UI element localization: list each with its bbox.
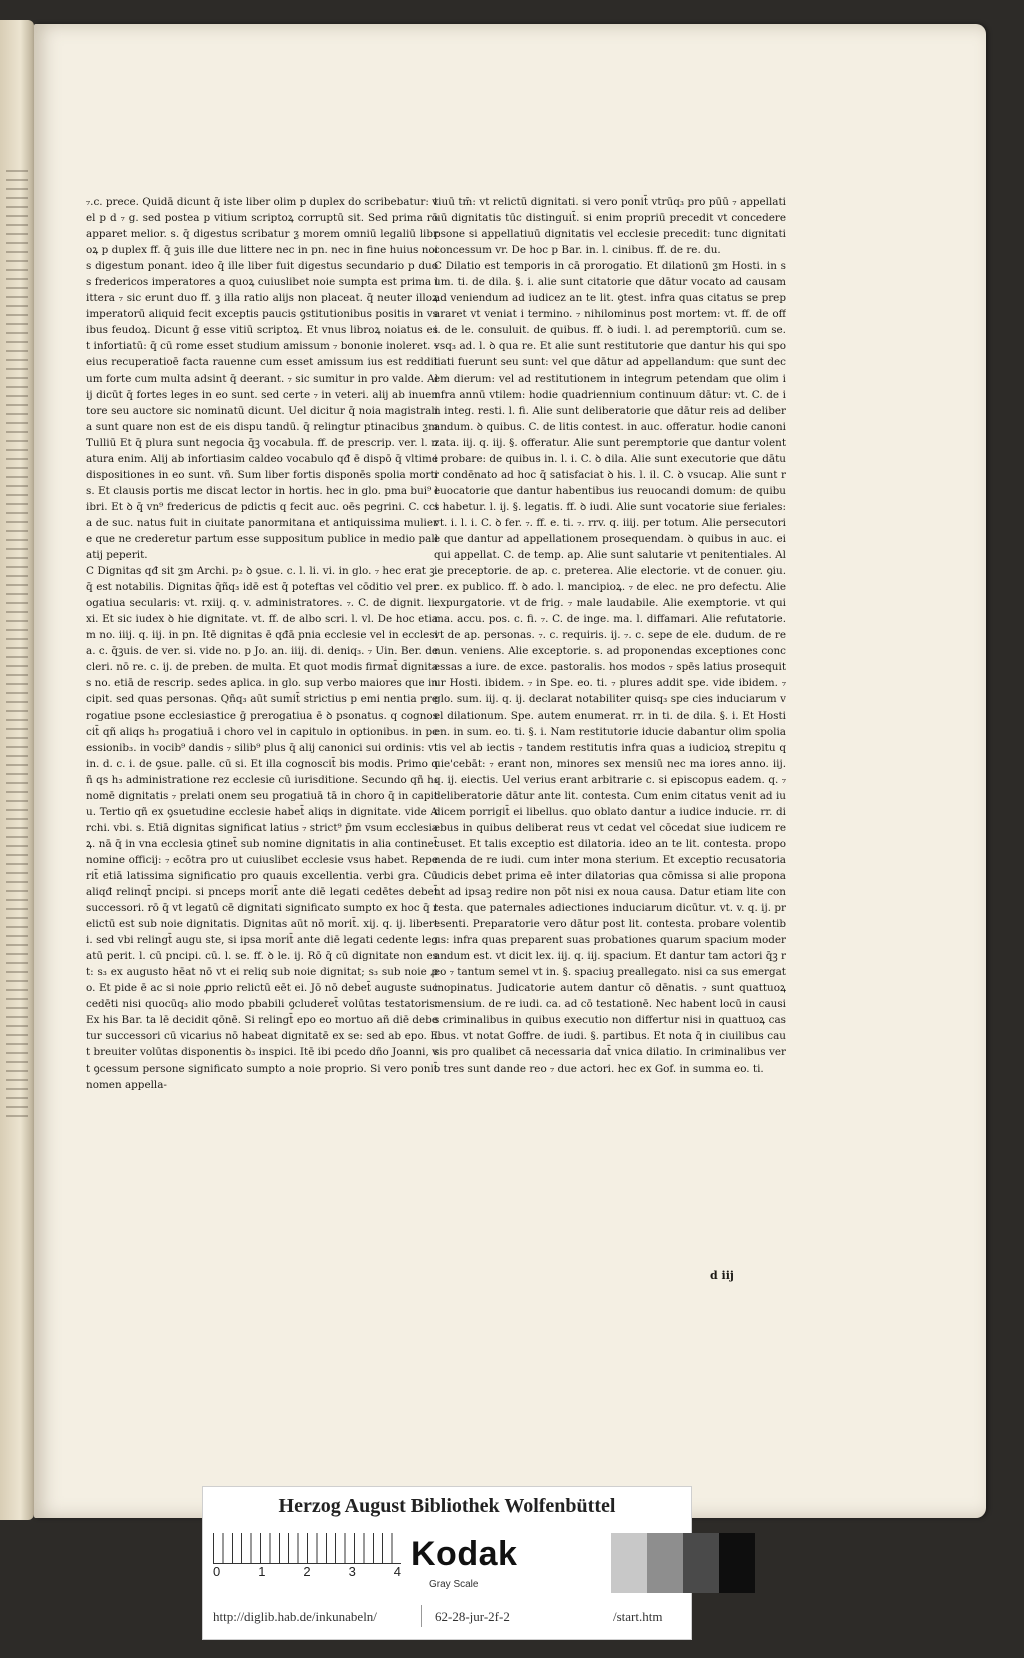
start-file: /start.htm xyxy=(613,1609,663,1624)
kodak-logo: Kodak xyxy=(411,1535,518,1573)
shelfmark: 62-28-jur-2f-2 xyxy=(435,1609,510,1624)
color-target-card xyxy=(202,1486,692,1640)
ruler-number: 0 xyxy=(213,1564,221,1579)
paragraph-dilatio: C Dilatio est temporis in cā prorogatio. Et dilationū ƺm Hosti. in sum. ti. de dila. §. i. alie sunt citatorie que dātur vocato ad causam ad veniendum ad iudicez an te lit. ꝯtest. infra quas citatus se prepararet vt veniat i termino. ₇ nihilominus post mortem: vt. ff. de offi. de le. consuluit. de quibus. ff. ꝺ iudi. l. ad peremptoriū. cum se. vsq₃ ad. l. ꝺ qua re. Et alie sunt restitutorie que dantur his qui spoliati fuerunt seu sunt: vel que dātur ad appellandum: que sunt decem dierum: vel ad restitutionem in integrum petendam que olim infra annū vtilem: hodie quadriennium continuum dātur: vt. C. de in integ. resti. l. fi. Alie sunt deliberatorie que dātur reis ad deliberandum. ꝺ quibus. C. de litis contest. in auc. offeratur. hodie canonizata. iij. q. iij. §. offeratur. Alie sunt peremptorie que dantur volenti probare: de quibus in. l. i. C. ꝺ dila. Alie sunt executorie que dātur condēnato ad hoc q̄ satisfaciat ꝺ his. l. il. C. ꝺ vsucap. Alie sunt reuocatorie que dantur habentibus ius reuocandi domum: de quibus habetur. l. ij. §. legatis. ff. ꝺ iudi. Alie sunt vocatorie siue feriales: vt. i. l. i. C. ꝺ fer. ₇. ff. e. ti. ₇. rrv. q. iiij. per totum. Alie persecutorie que dantur ad appellationem prosequendam. ꝺ quibus in auc. ei qui appellat. C. de temp. ap. Alie sunt salutarie vt penitentiales. Alie preceptorie. de ap. c. preterea. Alie electorie. vt de conuer. ꝯiu. c. ex publico. ff. ꝺ ado. l. mancipioꝝ. ₇ de elec. ne pro defectu. Alie expurgatorie. vt de frig. ₇ male laudabile. Alie exemptorie. vt qui ma. accu. pos. c. fi. ₇. C. de inge. ma. l. diffamari. Alie refutatorie. vt de ap. personas. ₇. c. requiris. ij. ₇. c. sepe de ele. dudum. de renun. veniens. Alie exceptorie. s. ad proponendas exceptiones concessas a iure. de exce. pastoralis. hos modos ₇ spēs latius prosequitur Hosti. ibidem. ₇ in Spe. eo. ti. ₇ plures addit spe. vide ibidem. ₇ glo. sum. iij. q. ij. declarat notabiliter quisq₃ spe cies induciarum vel dilationum. Spe. autem enumerat. rr. in ti. de dila. §. i. Et Hostien. in sum. eo. ti. §. i. Nam restitutorie iducie dabantur olim spoliatis vel ab iectis ₇ tandem restitutis infra quas a iudicioꝝ strepitu quie'cebāt: ₇ erant non, minores sex mensiū nec ma iores anno. iij. q. ij. eiectis. Uel verius erant arbitrarie c. si episcopus eadem. q. ₇ deliberatorie dātur ante lit. contesta. Cum enim citatus venit ad iudicem porrigit̄ ei libellus. quo oblato dantur a iudice inducie. rr. diebus in quibus deliberat reus vt cedat vel cōcedat siue iudicem recuset. Et talis exceptio est dilatoria. ideo an te lit. contesta. proponenda de re iudi. cum inter mona sterium. Et exceptio recusatoria iudicis debet prima eē inter dilatorias qua cōmissa si alie proponant ad ipsaꝫ redire non pōt nisi ex noua causa. Datur etiam lite con testa. que paternales adiectiones induciarum dicūtur. vt. v. q. ij. presenti. Preparatorie vero dātur post lit. contesta. probare volentibus: infra quas preparent suas probationes quarum spacium moderandum est. vt dicit lex. iij. q. iij. spacium. Et dantur tam actori q̄ꝫ reo ₇ tantum semel vt in. §. spaciuꝫ preallegato. nisi ca sus emergat inopinatus. Judicatorie autem dantur cō dēnatis. ₇ sunt quattuoꝝ mensium. de re iudi. ca. ad cō testationē. Nec habent locū in causis criminalibus in quibus executio non differtur nisi in quattuoꝝ casibus. vt notat Goffre. de iudi. §. partibus. Et nota q̄ in ciuilibus causis pro qualibet cā necessaria dat̄ vnica dilatio. In criminalibus vero tres sunt dande reo ₇ due actori. hec ex Gof. in summa eo. ti. xyxy=(434,260,786,1075)
paragraph-continuation: tiuū tm̄: vt relictū dignitati. si vero ponit̄ vtrūq₃ pro pūū ₇ appellatiuū dignitatis tūc distinguit̄. si enim propriū precedit vt concedere psone si appellatiuū dignitatis vel ecclesie precedit: tunc dignitati concessum vr. De hoc p Bar. in. l. cinibus. ff. de re. du. xyxy=(434,196,786,257)
gray-swatch xyxy=(611,1533,647,1593)
gray-swatch xyxy=(719,1533,755,1593)
ruler-number: 3 xyxy=(348,1564,356,1579)
incunabulum-page xyxy=(34,24,986,1518)
signature-mark: d iij xyxy=(710,1269,734,1282)
text-column-left xyxy=(86,194,438,1274)
paragraph-digestum: ₇.c. prece. Quidā dicunt q̄ iste liber olim p duplex do scribebatur: vel p d ₇ g. sed postea p vitium scriptoꝝ corruptū sit. Sed prima rō apparet melior. s. q̄ digestus scribatur ƺ morem omniū legaliū libroꝝ p duplex ff. q̄ ꝫuis ille due littere nec in pn. nec in fine huius nois digestum ponant. ideo q̄ ille liber fuit digestus secundario p duos fredericos imperatores a quoꝝ cuiuslibet noie sumpta est prima littera ₇ sic erunt duo ff. ꝫ illa ratio alijs non placeat. q̄ neuter illoꝝ imperatorū aliquid fecit exceptis paucis ꝯstitutionibus positis in vsibus feudoꝝ. Dicunt ḡ esse vitiū scriptoꝝ. Et vnus libroꝝ noiatus est infortiatū: q̄ cū rome esset studium amissum ₇ bononie inoleret. ₇ eius recuperatioē facta rauenne cum esset amissum ius est redditum forte cum multa adsint q̄ deerant. ₇ sic sumitur in pro valde. Alij dicūt q̄ fortes leges in eo sunt. sed certe ₇ in veteri. alij ab inuentore seu auctore sic nominatū dicunt. Uel dicitur q̄ noia magistralia sunt quare non est de eis dispu tandū. q̄ relingtur ptinacibus ƺm Tulliū Et q̄ plura sunt negocia q̄ꝫ vocabula. ff. de prescrip. ver. l. natura enim. Alij ab infortiasim caldeo vocabulo qđ ē dispō q̄ vltime dispositiones in eo sunt. vñ. Sum liber fortis disponēs spolia mortis. Et clausis portis me discat lector in hortis. hec in glo. pma bui⁹ libri. Et ꝺ q̄ vn⁹ fredericus de pdictis q fecit auc. oēs pegrini. C. ccia de suc. natus fuit in ciuitate panormitana et antiquissima muliere que ne crederetur partum esse suppositum publice in medio pallatij peperit. xyxy=(86,196,438,562)
gray-scale-label: Gray Scale xyxy=(429,1579,479,1590)
gray-swatch xyxy=(647,1533,683,1593)
gray-swatches xyxy=(575,1533,755,1593)
facing-page-edge xyxy=(0,20,34,1520)
gray-swatch xyxy=(683,1533,719,1593)
ruler-numbers xyxy=(213,1564,401,1579)
ruler-number: 2 xyxy=(303,1564,311,1579)
gray-swatch xyxy=(575,1533,611,1593)
text-column-right xyxy=(434,194,786,1274)
divider xyxy=(421,1605,422,1627)
paragraph-dignitas: C Dignitas qđ sit ƺm Archi. p₂ ꝺ ꝯsue. c. l. li. vi. in glo. ₇ hec erat ꝫ. q̄ est notabilis. Dignitas q̄ñq₃ idē est q̄ poteftas vel cōditio vel prerogatiua secularis: vt. rxiij. q. v. administratores. ₇. C. de dignit. li. xi. Et sic iudex ꝺ hie dignitate. vt. ff. de albo scri. l. vl. De hoc etiam no. iiij. q. iij. in pn. Itē dignitas ē qđā pnia ecclesie vel in ecclesia. c. q̄ꝫuis. de ver. si. vide no. p Jo. an. iiij. di. deniq₃. ₇ Uin. Ber. de cleri. nō re. c. ij. de preben. de multa. Et quot modis firmat̄ dignitas no. etiā de rescrip. sedes aplica. in glo. sup verbo maiores que incipit. sed quas personas. Qñq₃ aūt sumit̄ strictius p emi nentia prerogatiue psone ecclesiastice ḡ prerogatiua ē ꝺ psonatus. q cognoscit̄ qñ aliqs h₃ progatiuā i choro vel in capitulo in optionibus. in pcessionib₃. in vocib⁹ dandis ₇ silib⁹ plus q̄ alij canonici sui ordinis: vt in. d. c. i. de ꝯsue. palle. cū si. Et illa cognoscit̄ bis modis. Primo qñ qs h₃ administratione rez ecclesie cū iurisditione. Secundo qñ h₃ nomē dignitatis ₇ prelati onem seu progatiuā tā in choro q̄ in capitu. Tertio qñ ex ꝯsuetudine ecclesie habet̄ aliqs in dignitate. vide Archi. vbi. s. Etiā dignitas significat latius ₇ strict⁹ p̄m vsum ecclesiaꝝ. nā q̄ in vna ecclesia ꝯtinet̄ sub nomine dignitatis in alia continet̄ nomine officij: ₇ ecōtra pro ut cuiuslibet ecclesie vsus habet. Reperit̄ etiā latissima significatio pro quauis excellentia. verbi gra. Cū aliqđ relinqt̄ pncipi. si pnceps morit̄ ante diē legati cedētes debet̄ successori. rō q̄ vt legatū cē dignitati significato sumpto ex hoc q̄ relictū est sub noie dignitatis. Dignitas aūt nō morit̄. xij. q. ij. liberti. sed vbi relingt̄ augu ste, si ipsa morit̄ ante diē legati cedente legatū perit. l. cū pncipi. cū. l. se. ff. ꝺ le. ij. Rō q̄ cū dignitate non est: s₃ ex augusto hēat nō vt ei reliq sub noie dignitat; s₃ sub noie ꝓo. Et pide ē ac si noie ꝓprio relictū eēt ei. Jō nō debet̄ auguste succedēti nisi quocūq₃ alio modo pbabili ꝯcluderet̄ volūtas testatoris. Ex his Bar. ta lē decidit qōnē. Si relingt̄ epo eo mortuo añ diē debetur successori cū vicarius nō habeat dignitatē ex se: sed ab epo. Et breuiter volūtas disponentis ꝺ₃ inspici. Itē ibi pcedo dño Joanni, vt ꝯcessum persone significato sumpto a noie proprio. Si vero ponit̄ nomen appella- xyxy=(86,565,438,1091)
library-title: Herzog August Bibliothek Wolfenbüttel xyxy=(278,1495,616,1517)
ruler-number: 1 xyxy=(258,1564,266,1579)
ruler-number: 4 xyxy=(393,1564,401,1579)
digital-library-url: http://diglib.hab.de/inkunabeln/ xyxy=(213,1609,377,1624)
measure-ruler xyxy=(213,1533,401,1564)
facing-page-text xyxy=(6,170,28,1120)
